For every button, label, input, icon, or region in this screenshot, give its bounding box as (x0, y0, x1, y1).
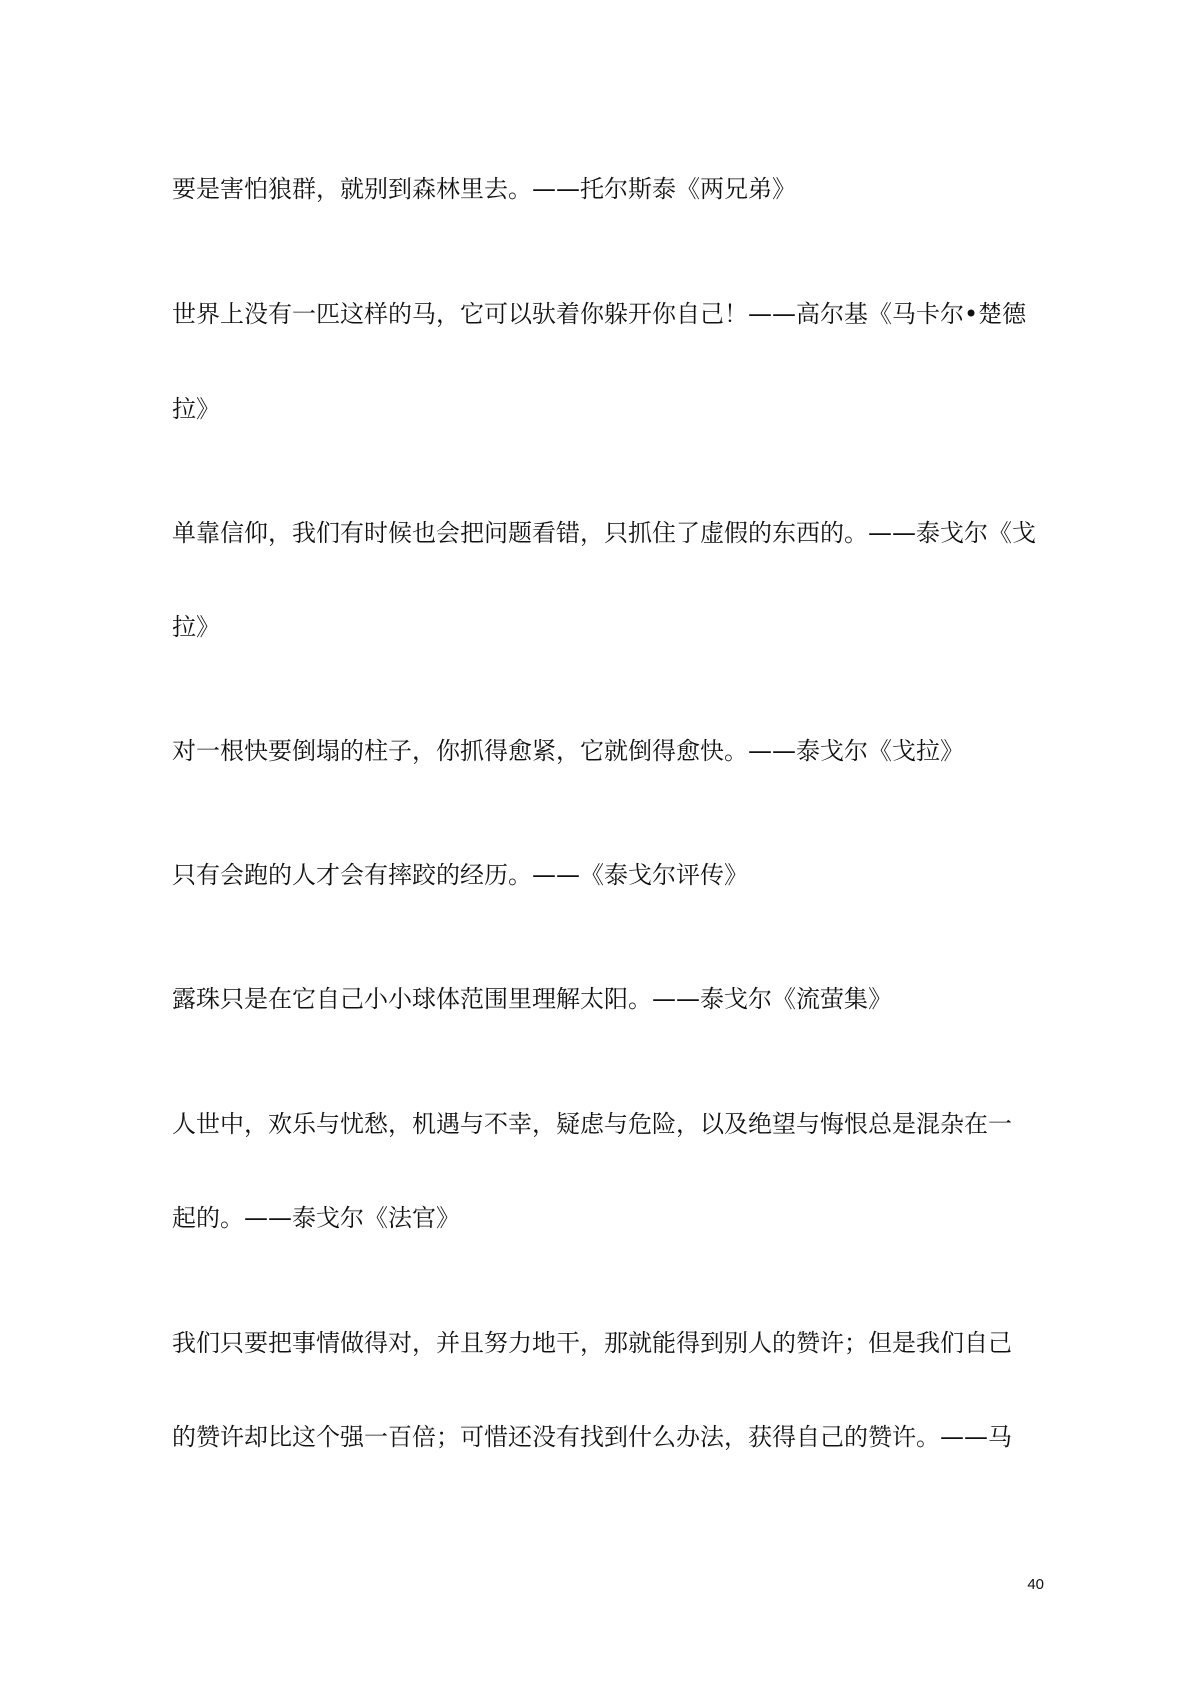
quote-line: 对一根快要倒塌的柱子，你抓得愈紧，它就倒得愈快。——泰戈尔《戈拉》 (172, 737, 964, 765)
quote-line: 世界上没有一匹这样的马，它可以驮着你躲开你自己！——高尔基《马卡尔•楚德 (172, 300, 1027, 328)
quote-line: 拉》 (172, 395, 220, 423)
quote-line: 只有会跑的人才会有摔跤的经历。——《泰戈尔评传》 (172, 861, 748, 889)
quote-line: 要是害怕狼群，就别到森林里去。——托尔斯泰《两兄弟》 (172, 175, 796, 203)
quote-line: 人世中，欢乐与忧愁，机遇与不幸，疑虑与危险，以及绝望与悔恨总是混杂在一 (172, 1110, 1012, 1138)
quote-line: 露珠只是在它自己小小球体范围里理解太阳。——泰戈尔《流萤集》 (172, 985, 892, 1013)
quote-line: 单靠信仰，我们有时候也会把问题看错，只抓住了虚假的东西的。——泰戈尔《戈 (172, 519, 1036, 547)
quote-line: 我们只要把事情做得对，并且努力地干，那就能得到别人的赞许；但是我们自己 (172, 1329, 1012, 1357)
quote-line: 的赞许却比这个强一百倍；可惜还没有找到什么办法，获得自己的赞许。——马 (172, 1423, 1012, 1451)
quote-line: 起的。——泰戈尔《法官》 (172, 1204, 460, 1232)
quote-line: 拉》 (172, 613, 220, 641)
page-number: 40 (1027, 1576, 1044, 1593)
